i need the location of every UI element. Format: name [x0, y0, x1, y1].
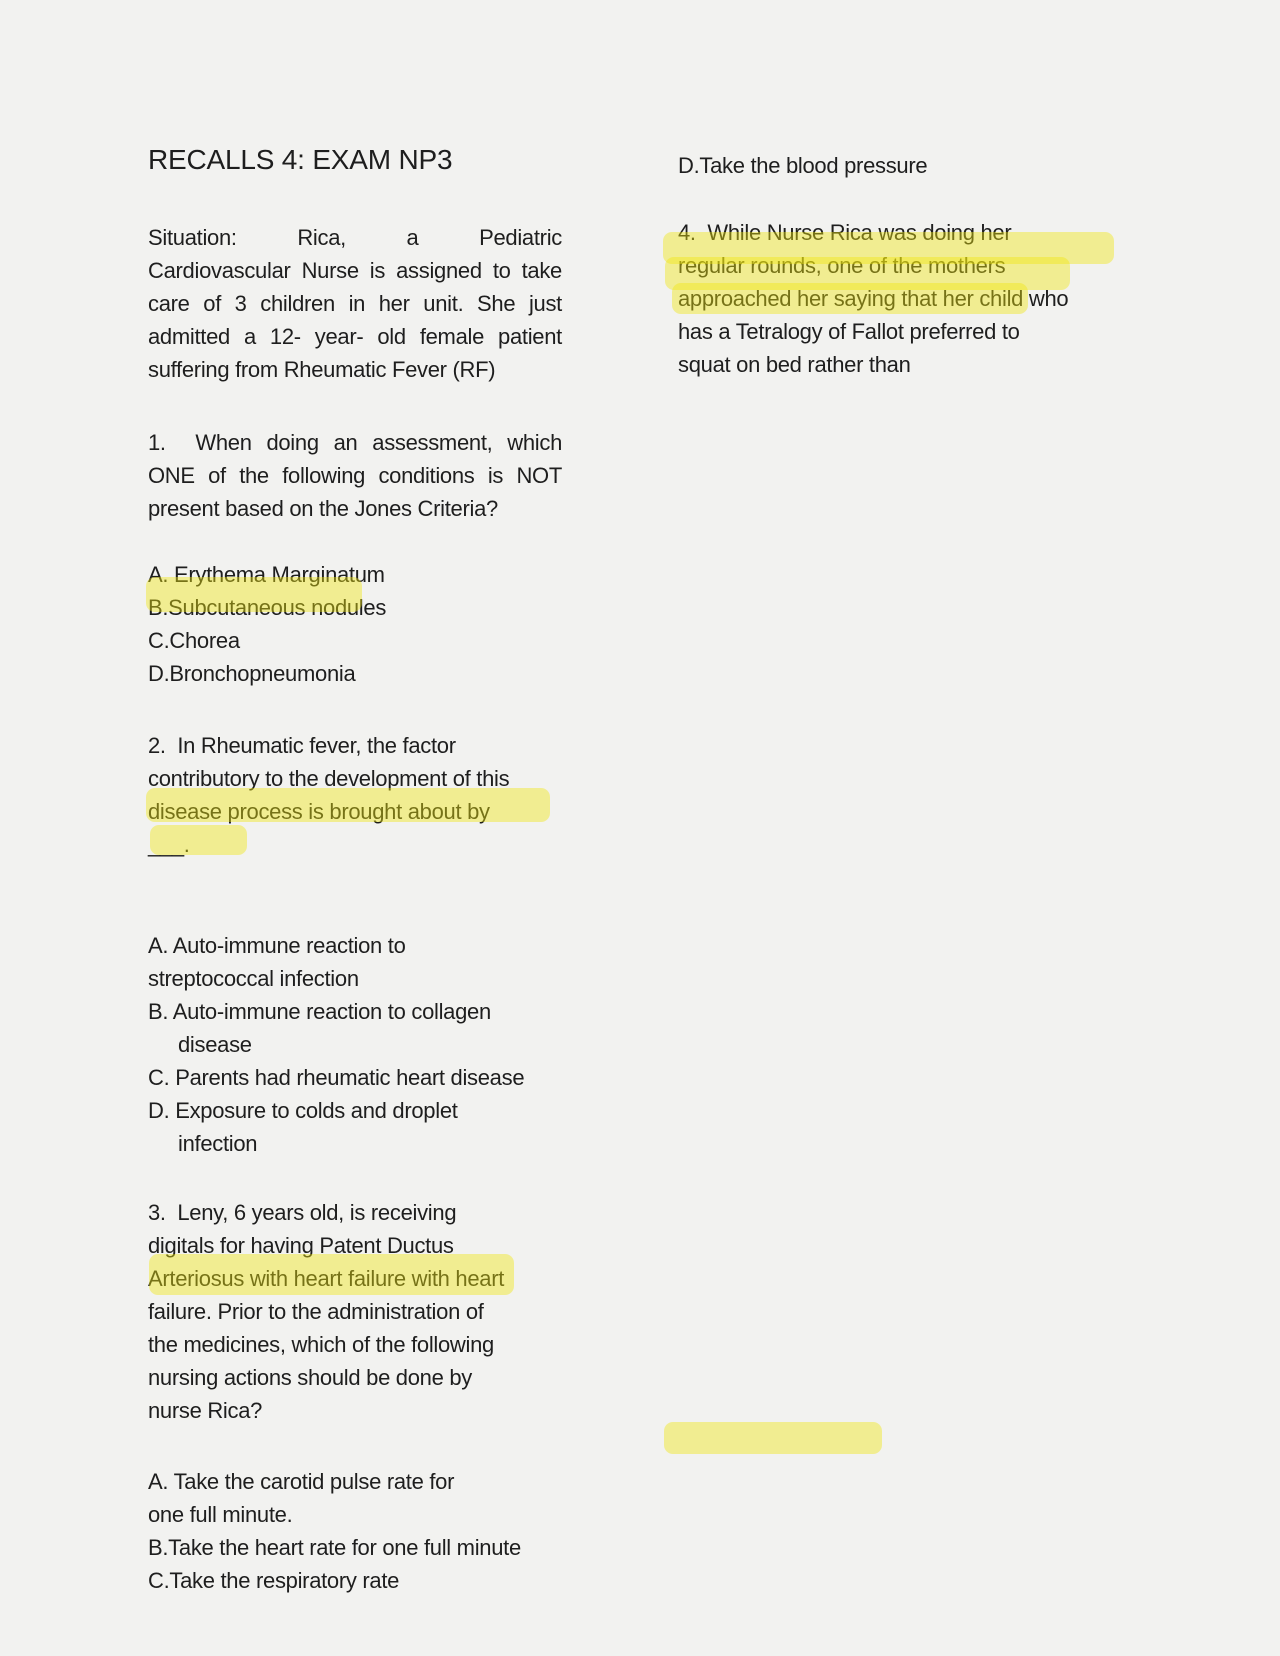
text-line: failure. Prior to the administration of [148, 1299, 484, 1324]
question-3-option-d [678, 149, 1105, 182]
text-line: disease process is brought about by [148, 799, 490, 824]
question-2 [148, 729, 562, 861]
question-3-options [148, 1465, 562, 1597]
text-line: D.Take the blood pressure [678, 153, 928, 178]
text-line: 2. In Rheumatic fever, the factor [148, 733, 456, 758]
text-line: contributory to the development of this [148, 766, 510, 791]
question-3 [148, 1196, 562, 1427]
text-line: the medicines, which of the following [148, 1332, 494, 1357]
text-line: Arteriosus with heart failure with heart [148, 1266, 505, 1291]
text-line: ___. [148, 832, 190, 857]
text-line: care of 3 children in her unit. She just [148, 291, 562, 316]
text-line: C.Take the respiratory rate [148, 1568, 400, 1593]
question-2-options [148, 929, 562, 1160]
text-line: B.Subcutaneous nodules [148, 595, 387, 620]
text-line: one full minute. [148, 1502, 293, 1527]
page-title: RECALLS 4: EXAM NP3 [148, 144, 453, 175]
text-line: Cardiovascular Nurse is assigned to take [148, 258, 562, 283]
text-line: admitted a 12- year- old female patient [148, 324, 562, 349]
text-line: C. Parents had rheumatic heart disease [148, 1065, 525, 1090]
text-line: present based on the Jones Criteria? [148, 496, 498, 521]
text-line: regular rounds, one of the mothers [678, 253, 1006, 278]
text-line: has a Tetralogy of Fallot preferred to [678, 319, 1020, 344]
text-line: infection [178, 1131, 258, 1156]
text-line: digitals for having Patent Ductus [148, 1233, 454, 1258]
situation-paragraph [148, 221, 562, 386]
text-line: Situation: Rica, a Pediatric [148, 225, 562, 250]
text-line: D.Bronchopneumonia [148, 661, 356, 686]
text-line: nurse Rica? [148, 1398, 263, 1423]
text-line: 3. Leny, 6 years old, is receiving [148, 1200, 457, 1225]
text-line: ONE of the following conditions is NOT [148, 463, 562, 488]
text-line: streptococcal infection [148, 966, 359, 991]
text-line: A. Take the carotid pulse rate for [148, 1469, 455, 1494]
question-1-options [148, 558, 562, 690]
text-line: A. Auto-immune reaction to [148, 933, 406, 958]
text-line: A. Erythema Marginatum [148, 562, 385, 587]
text-line: D. Exposure to colds and droplet [148, 1098, 458, 1123]
text-line: C.Chorea [148, 628, 240, 653]
text-line: B.Take the heart rate for one full minute [148, 1535, 521, 1560]
text-line: nursing actions should be done by [148, 1365, 472, 1390]
highlight-stroke-empty [664, 1422, 882, 1454]
question-4 [678, 216, 1105, 381]
text-line: suffering from Rheumatic Fever (RF) [148, 357, 496, 382]
text-line: 4. While Nurse Rica was doing her [678, 220, 1012, 245]
text-line: B. Auto-immune reaction to collagen [148, 999, 491, 1024]
text-line: 1. When doing an assessment, which [148, 430, 562, 455]
question-1 [148, 426, 562, 525]
text-line: squat on bed rather than [678, 352, 911, 377]
text-line: approached her saying that her child who [678, 286, 1069, 311]
text-line: disease [178, 1032, 252, 1057]
